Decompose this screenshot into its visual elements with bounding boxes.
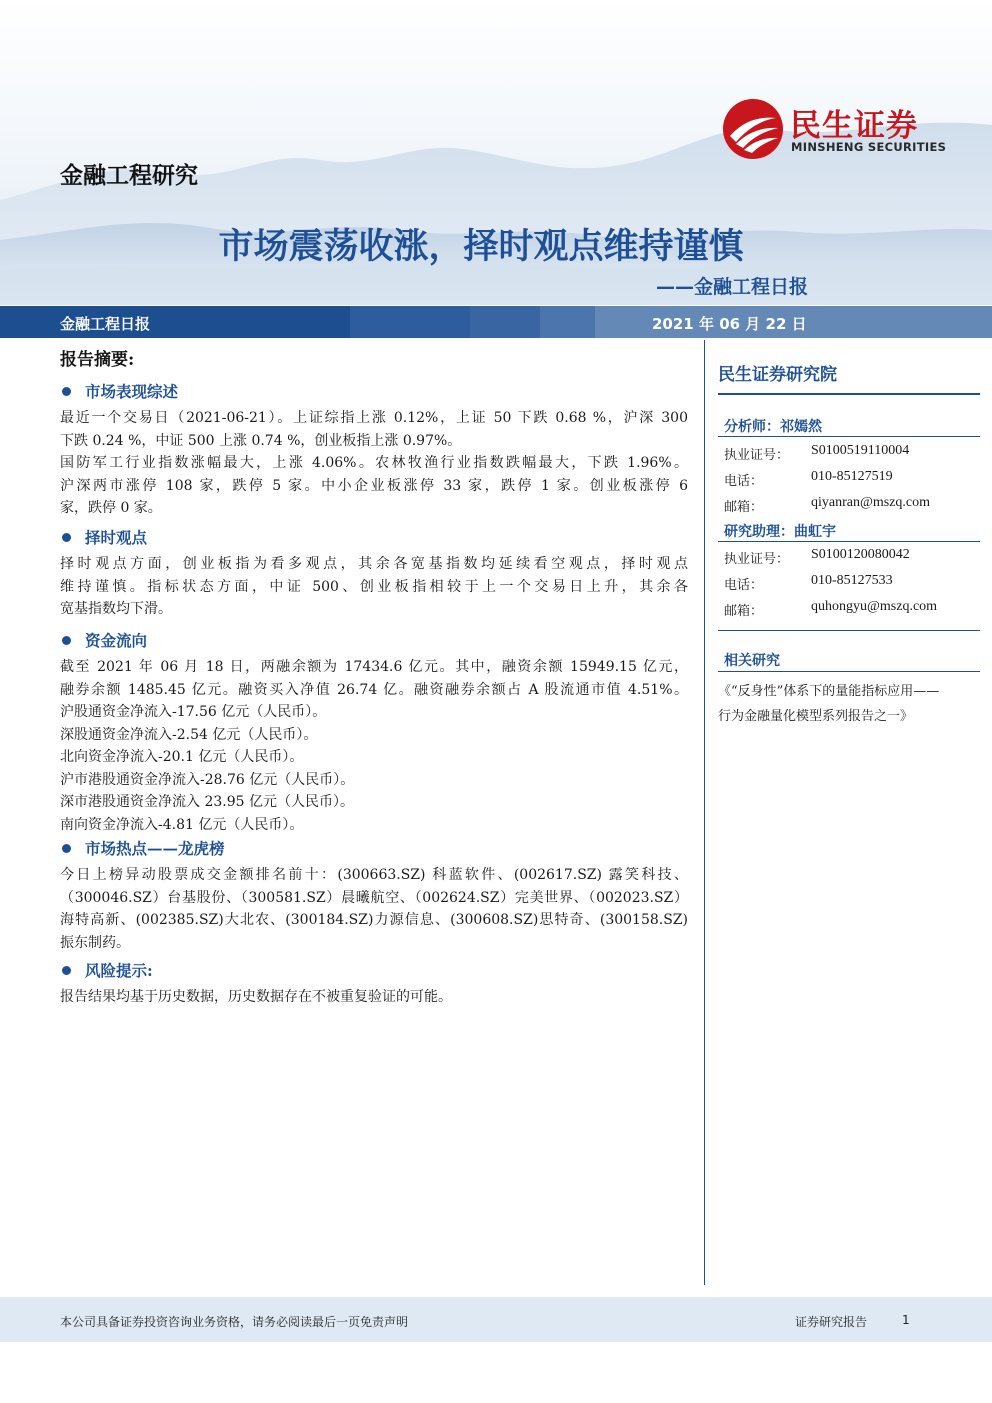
section-body-market-overview bbox=[60, 407, 688, 520]
sidebar-divider bbox=[704, 340, 705, 1285]
text-line: 择时观点方面，创业板指为看多观点，其余各宽基指数均延续看空观点，择时观点 bbox=[60, 556, 688, 572]
bullet-icon bbox=[62, 533, 71, 542]
text-line: 南向资金净流入-4.81 亿元（人民币）。 bbox=[60, 816, 304, 833]
related-research-link[interactable]: 行为金融量化模型系列报告之一》 bbox=[718, 709, 914, 724]
section-body-risk bbox=[60, 986, 688, 1009]
text-line: 深市港股通资金净流入 23.95 亿元（人民币）。 bbox=[60, 794, 354, 810]
text-line: 报告结果均基于历史数据，历史数据存在不被重复验证的可能。 bbox=[60, 989, 452, 1005]
section-title-hot-spots bbox=[60, 837, 225, 859]
bullet-icon bbox=[62, 966, 71, 975]
bullet-icon bbox=[62, 844, 71, 853]
page-number: 1 bbox=[902, 1313, 910, 1327]
text-line: 下跌 0.24 %，中证 500 上涨 0.74 %，创业板指上涨 0.97%。 bbox=[60, 432, 462, 449]
logo-text-en: MINSHENG SECURITIES bbox=[791, 140, 947, 154]
bullet-icon bbox=[62, 387, 71, 396]
assistant-phone-value: 010-85127533 bbox=[811, 573, 893, 588]
text-line: 海特高新、(002385.SZ)大北农、(300184.SZ)力源信息、(300608.SZ)思特奇、(300158.SZ) bbox=[60, 912, 688, 928]
related-research-list bbox=[718, 679, 982, 729]
related-research-link[interactable]: 《“反身性”体系下的量能指标应用—— bbox=[718, 684, 940, 699]
section-title-text: 资金流向 bbox=[85, 631, 148, 650]
text-line: （300046.SZ）台基股份、（300581.SZ）晨曦航空、（002624.SZ）完美世界、（002023.SZ） bbox=[60, 889, 688, 906]
analyst-email-label: 邮箱： bbox=[724, 500, 764, 515]
analyst-license-label: 执业证号： bbox=[724, 448, 790, 463]
text-line: 截至 2021 年 06 月 18 日，两融余额为 17434.6 亿元。其中，融资余额 15949.15 亿元， bbox=[60, 659, 688, 675]
text-line: 沪市港股通资金净流入-28.76 亿元（人民币）。 bbox=[60, 771, 355, 788]
section-body-hot-spots bbox=[60, 864, 688, 954]
analyst-license-value: S0100519110004 bbox=[811, 443, 910, 458]
section-title-fund-flow bbox=[60, 629, 147, 651]
footer-disclaimer: 本公司具备证券投资咨询业务资格，请务必阅读最后一页免责声明 bbox=[60, 1315, 409, 1329]
section-title-text: 风险提示: bbox=[85, 961, 153, 980]
assistant-phone-label: 电话： bbox=[724, 578, 764, 593]
assistant-email-label: 邮箱： bbox=[724, 604, 764, 619]
section-title-text: 市场热点——龙虎榜 bbox=[85, 839, 225, 858]
section-body-fund-flow bbox=[60, 656, 688, 836]
assistant-license-label: 执业证号： bbox=[724, 552, 790, 567]
assistant-heading: 研究助理：曲虹宇 bbox=[724, 524, 836, 540]
text-line: 家，跌停 0 家。 bbox=[60, 500, 162, 516]
text-line: 振东制药。 bbox=[60, 934, 130, 951]
sidebar-rule bbox=[718, 393, 980, 395]
text-line: 沪深两市涨停 108 家，跌停 5 家。中小企业板涨停 33 家，跌停 1 家。创业板涨停 6 bbox=[60, 477, 688, 494]
sidebar-rule bbox=[718, 671, 980, 672]
assistant-email-value[interactable]: quhongyu@mszq.com bbox=[811, 599, 938, 614]
text-line: 最近一个交易日（2021-06-21）。上证综指上涨 0.12%，上证 50 下跌 0.68 %，沪深 300 bbox=[60, 410, 688, 426]
analyst-heading: 分析师：祁嫣然 bbox=[724, 419, 822, 435]
footer-doc-type: 证券研究报告 bbox=[795, 1315, 868, 1329]
research-institute: 民生证券研究院 bbox=[718, 365, 837, 385]
analyst-email-value[interactable]: qiyanran@mszq.com bbox=[811, 495, 931, 510]
text-line: 维持谨慎。指标状态方面，中证 500、创业板指相较于上一个交易日上升，其余各 bbox=[60, 578, 688, 595]
section-title-market-overview bbox=[60, 380, 178, 402]
abstract-heading: 报告摘要: bbox=[60, 350, 135, 370]
minsheng-logo-icon bbox=[722, 98, 784, 160]
report-title: 市场震荡收涨，择时观点维持谨慎 bbox=[218, 227, 744, 267]
section-title-text: 市场表现综述 bbox=[85, 382, 179, 401]
text-line: 融券余额 1485.45 亿元。融资买入净值 26.74 亿。融资融券余额占 A 股流通市值 4.51%。 bbox=[60, 681, 688, 698]
section-body-timing-view bbox=[60, 553, 688, 621]
text-line: 宽基指数均下滑。 bbox=[60, 601, 172, 617]
report-subtitle: ——金融工程日报 bbox=[655, 276, 808, 298]
section-title-timing-view bbox=[60, 526, 147, 548]
logo-text-cn: 民生证券 bbox=[790, 108, 918, 144]
section-title-text: 择时观点 bbox=[85, 528, 148, 547]
sidebar-rule bbox=[718, 541, 980, 542]
department-label: 金融工程研究 bbox=[60, 163, 198, 189]
text-line: 今日上榜异动股票成交金额排名前十：(300663.SZ) 科蓝软件、(002617.SZ) 露笑科技、 bbox=[60, 867, 688, 883]
text-line: 国防军工行业指数涨幅最大，上涨 4.06%。农林牧渔行业指数跌幅最大，下跌 1.96%。 bbox=[60, 455, 688, 471]
sidebar-rule bbox=[718, 630, 980, 631]
bullet-icon bbox=[62, 636, 71, 645]
band-report-type: 金融工程日报 bbox=[60, 315, 151, 333]
analyst-phone-value: 010-85127519 bbox=[811, 469, 893, 484]
text-line: 北向资金净流入-20.1 亿元（人民币）。 bbox=[60, 749, 304, 765]
text-line: 沪股通资金净流入-17.56 亿元（人民币）。 bbox=[60, 704, 327, 720]
report-date: 2021 年 06 月 22 日 bbox=[652, 315, 807, 333]
assistant-license-value: S0100120080042 bbox=[811, 547, 910, 562]
related-research-heading: 相关研究 bbox=[724, 653, 780, 669]
analyst-phone-label: 电话： bbox=[724, 474, 764, 489]
text-line: 深股通资金净流入-2.54 亿元（人民币）。 bbox=[60, 726, 318, 743]
sidebar-rule bbox=[718, 436, 980, 437]
section-title-risk bbox=[60, 959, 153, 981]
